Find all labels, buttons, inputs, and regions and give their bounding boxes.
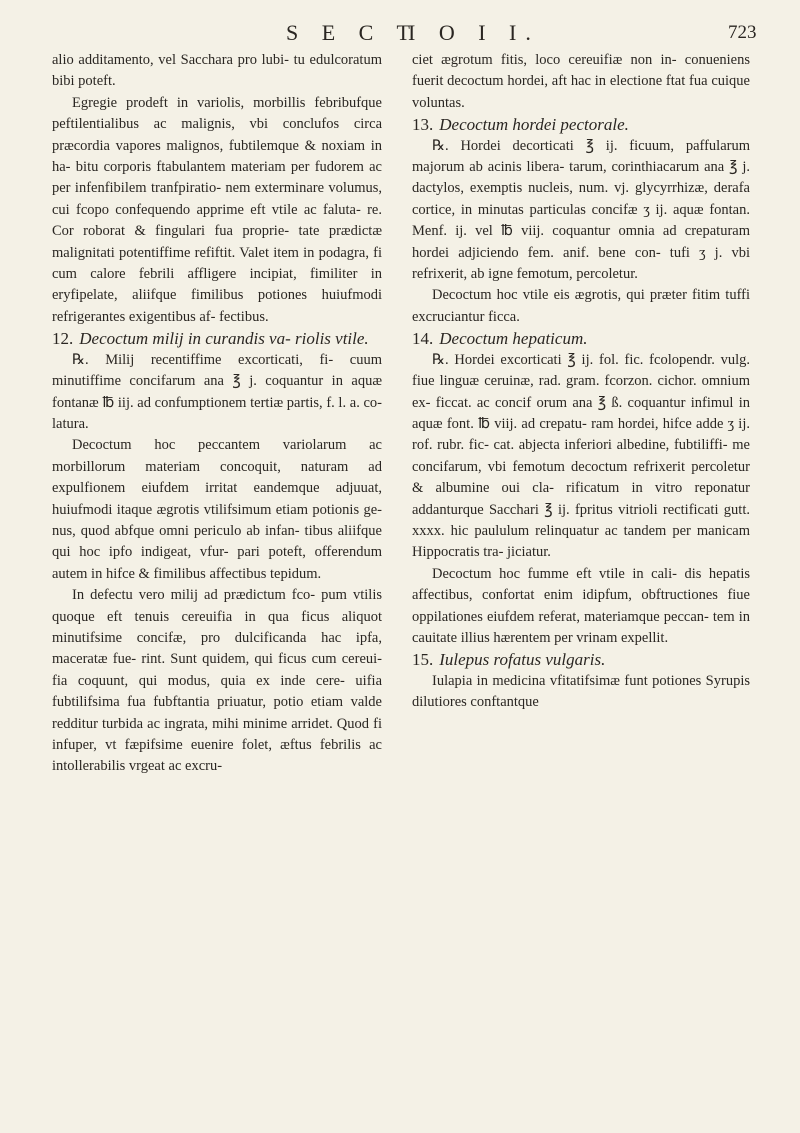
running-head-right: I O I I. [408,20,540,45]
section-number-13: 13. [412,115,434,135]
right-paragraph-6: Iulapia in medicina vfitatifsimæ funt potiones Syrupis dilutiores conftantque [412,672,750,711]
left-paragraph-5: In defectu vero milij ad prædictum fco- pum vtilis quoque eft tenuis cereuifia in qua ficus aliquot minutifsime concifæ, pro dulcificanda hac ipfa, maceratæ fue- rint. Sunt quidem, qui ficus cum cereui- fia coquunt, qui modus, quia ex inde cere- uifia fubtilifsima fua fubftantia priuatur, potio etiam valde redditur turbida ac ingrata, mihi minime arridet. Quod fi infuper, vt fæpifsime euenire folet, æftus febrilis ac intollerabilis vrgeat ac excru- [52,587,382,775]
recipe-milij: ℞. Milij recentiffime excorticati, fi- cuum minutiffime concifarum ana ℥ j. coquantur in aquæ fontanæ ℔ iij. ad confumptionem tertiæ partis, f. l. a. co- latura. [52,351,382,432]
section-title-12: Decoctum milij in curandis va- riolis vtile. [79,329,369,349]
page-number: 723 [728,22,757,43]
recipe-hordei-pectorale: ℞. Hordei decorticati ℥ ij. ficuum, paffularum majorum ab acinis libera- tarum, corinthiacarum ana ℥ j. dactylos, exemptis nucleis, num. vj. glycyrrhizæ, derafa cortice, in minutas particulas concifæ ʒ ij. aquæ fontan. Menf. ij. vel ℔ viij. coquantur omnia ad crepaturam hordei adjiciendo fem. anif. bene con- tufi ʒ j. vbi refrixerit, ab igne femotum, percoletur. [412,137,750,283]
right-column [412,50,750,714]
left-paragraph-2: Egregie prodeft in variolis, morbillis febribufque peftilentialibus ac malignis, vbi conclufos circa præcordia vapores malignos, fubtilemque & noxiam in ha- bitu corporis ftabulantem materiam per fudorem ac per infenfibilem tranfpiratio- nem exterminare volumus, cui fcopo confequendo apprime eft vtile ac faluta- re. Cor roborat & fingulari fua proprie- tate prædictæ malignitati potentiffime refiftit. Valet item in podagra, fi cum calore febrili affligere incipiat, fimiliter in eryfipelate, aliifque fimilibus potiones huiufmodi refrigerantes exigentibus af- fectibus. [52,94,382,325]
section-heading-15 [412,649,750,670]
running-head-left: S E C T [286,20,419,45]
section-title-15: Iulepus rofatus vulgaris. [439,650,606,670]
section-number-12: 12. [52,329,74,349]
right-paragraph-3: Decoctum hoc vtile eis ægrotis, qui præter fitim tuffi excruciantur ficca. [412,287,750,325]
section-title-14: Decoctum hepaticum. [439,329,588,349]
running-head [0,20,800,50]
recipe-hepaticum: ℞. Hordei excorticati ℥ ij. fol. fic. fcolopendr. vulg. fiue linguæ ceruinæ, rad. gram. fcorzon. cichor. omnium ex- ficcat. ac concif orum ana ℥ ß. coquantur infimul in aquæ font. ℔ viij. ad crepatu- ram hordei, hifce adde ʒ ij. rof. rubr. fic- cat. abjecta inferiori albedine, fubtiliffi- me concifarum, vbi femotum decoctum refrixerit percoletur & albumine oui cla- rificatum in vitro reponatur addanturque Sacchari ℥ ij. fpritus vitrioli rectificati gutt. xxxx. hic paululum relinquatur ac tandem per manicam Hippocratis tra- jiciatur. [412,351,750,561]
section-number-14: 14. [412,329,434,349]
section-title-13: Decoctum hordei pectorale. [439,115,629,135]
section-heading-12 [52,328,382,349]
left-paragraph-4: Decoctum hoc peccantem variolarum ac morbillorum materiam concoquit, naturam ad expulfionem eiufdem irritat eandemque adjuuat, huiufmodi itaque ægrotis vtilifsimum etiam potionis ge- nus, quod abfque omni periculo ab infan- tibus aliifque qui hoc ipfo indigeat, vfur- pari poteft, offerendum autem in hifce & fimilibus affectibus tepidum. [52,437,382,582]
right-paragraph-1: ciet ægrotum fitis, loco cereuifiæ non in- conueniens fuerit decoctum hordei, aft hac in electione ftat fua cuique voluntas. [412,52,750,111]
right-paragraph-5: Decoctum hoc fumme eft vtile in cali- dis hepatis affectibus, confortat enim idipfum, obftructiones fiue oppilationes eiufdem referat, materiamque peccan- tem in cauitate illius hærentem per vrinam expellit. [412,565,750,646]
left-column [52,50,382,778]
left-paragraph-1: alio additamento, vel Sacchara pro lubi- tu edulcoratum bibi poteft. [52,52,382,90]
section-heading-14 [412,328,750,349]
section-heading-13 [412,114,750,135]
section-number-15: 15. [412,650,434,670]
